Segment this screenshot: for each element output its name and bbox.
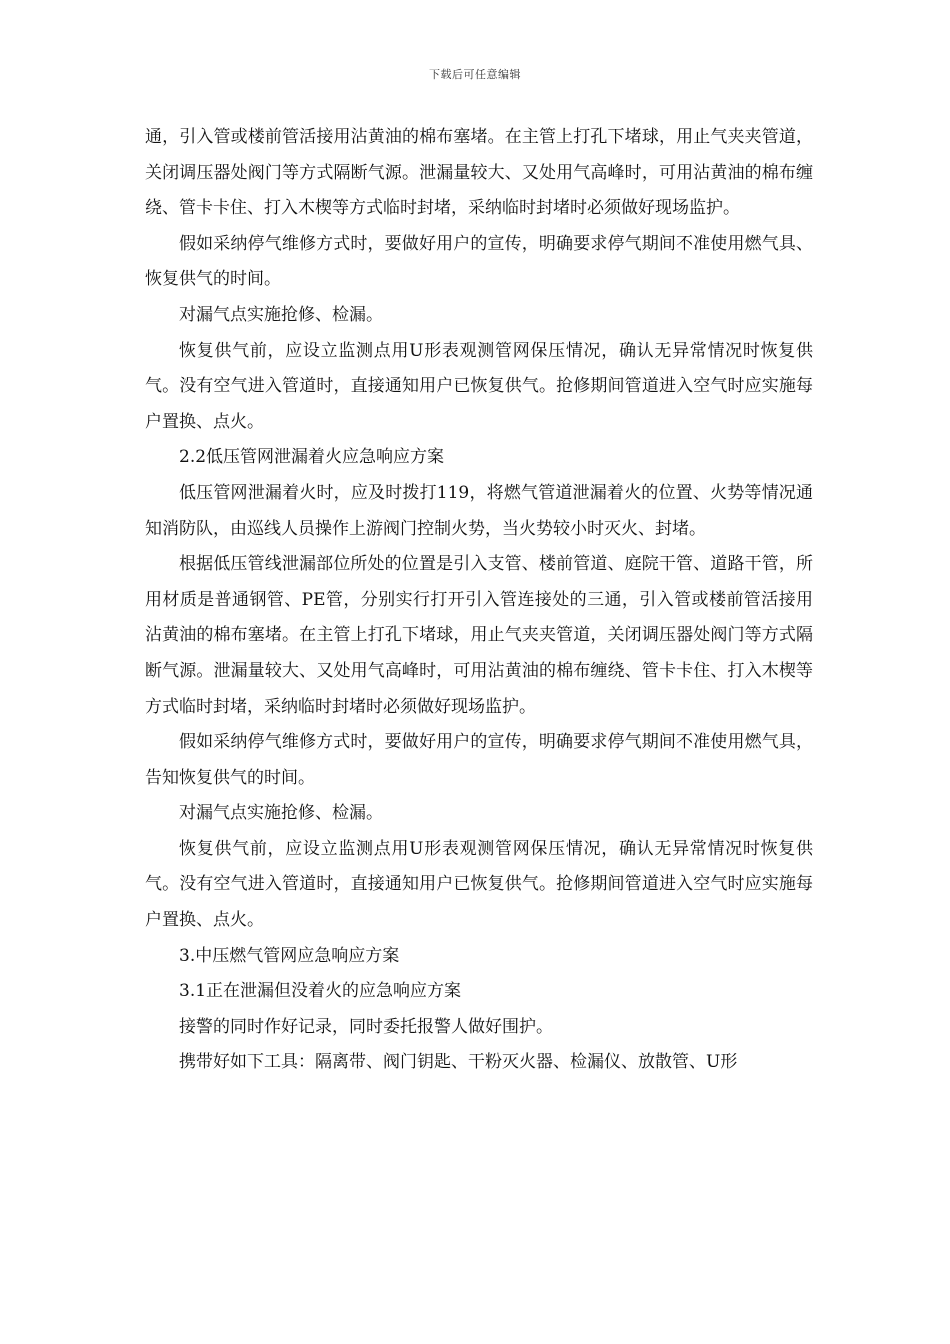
page-header: 下载后可任意编辑 [429, 68, 521, 81]
paragraph: 假如采纳停气维修方式时，要做好用户的宣传，明确要求停气期间不准使用燃气具、恢复供气的时间。 [145, 233, 813, 290]
paragraph: 对漏气点实施抢修、检漏。 [179, 304, 383, 325]
paragraph: 根据低压管线泄漏部位所处的位置是引入支管、楼前管道、庭院干管、道路干管，所用材质是普通钢管、PE管，分别实行打开引入管连接处的三通，引入管或楼前管活接用沾黄油的棉布塞堵。在主管上打孔下堵球，用止气夹夹管道，关闭调压器处阀门等方式隔断气源。泄漏量较大、又处用气高峰时，可用沾黄油的棉布缠绕、管卡卡住、打入木楔等方式临时封堵，采纳临时封堵时必须做好现场监护。 [145, 554, 813, 717]
paragraph: 接警的同时作好记录，同时委托报警人做好围护。 [179, 1016, 553, 1037]
section-heading: 3.1正在泄漏但没着火的应急响应方案 [179, 981, 462, 1002]
section-heading: 2.2低压管网泄漏着火应急响应方案 [179, 447, 445, 468]
section-heading: 3.中压燃气管网应急响应方案 [179, 945, 400, 966]
paragraph: 假如采纳停气维修方式时，要做好用户的宣传，明确要求停气期间不准使用燃气具，告知恢复供气的时间。 [145, 732, 813, 788]
document-body [145, 120, 813, 1081]
paragraph: 恢复供气前，应设立监测点用U形表观测管网保压情况，确认无异常情况时恢复供气。没有空气进入管道时，直接通知用户已恢复供气。抢修期间管道进入空气时应实施每户置换、点火。 [145, 340, 813, 432]
paragraph: 恢复供气前，应设立监测点用U形表观测管网保压情况，确认无异常情况时恢复供气。没有空气进入管道时，直接通知用户已恢复供气。抢修期间管道进入空气时应实施每户置换、点火。 [145, 838, 813, 931]
paragraph: 对漏气点实施抢修、检漏。 [179, 803, 383, 824]
paragraph: 携带好如下工具：隔离带、阀门钥匙、干粉灭火器、检漏仪、放散管、U形 [179, 1052, 738, 1073]
paragraph: 通，引入管或楼前管活接用沾黄油的棉布塞堵。在主管上打孔下堵球，用止气夹夹管道，关闭调压器处阀门等方式隔断气源。泄漏量较大、又处用气高峰时，可用沾黄油的棉布缠绕、管卡卡住、打入木楔等方式临时封堵，采纳临时封堵时必须做好现场监护。 [145, 127, 813, 219]
paragraph: 低压管网泄漏着火时，应及时拨打119，将燃气管道泄漏着火的位置、火势等情况通知消防队，由巡线人员操作上游阀门控制火势，当火势较小时灭火、封堵。 [145, 482, 813, 539]
